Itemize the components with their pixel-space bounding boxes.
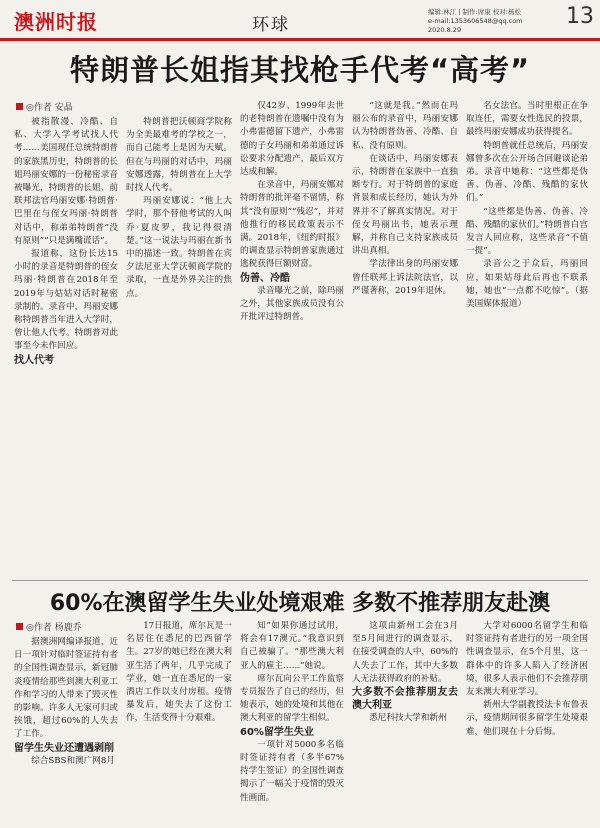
article-divider — [12, 580, 588, 581]
paragraph: 玛丽安娜说：“他上大学时，那个替他考试的人叫乔·夏皮罗，我记得很清楚。”这一说法与玛丽在新书中的描述一致。特朗普在宾夕法尼亚大学沃顿商学院的录取，一直是外界关注的焦点。 — [126, 196, 232, 299]
article2-col-5 — [466, 620, 588, 824]
paragraph: 这项由新州工会在3月至5月间进行的调查显示，在接受调查的人中，60%的人失去了工作，其中大多数人无法获得政府的补贴。 — [352, 621, 458, 684]
article1-col-2 — [126, 116, 232, 576]
article1-byline — [16, 100, 73, 113]
paragraph: 录音曝光之前，除玛丽之外，其他家族成员没有公开批评过特朗普。 — [240, 285, 344, 323]
subhead: 大多数不会推荐朋友去澳大利亚 — [352, 687, 458, 712]
article2-byline — [16, 620, 82, 633]
subhead: 60%留学生失业 — [240, 726, 314, 738]
paragraph: 被指散漫、冷酷、自私、大学入学考试找人代考……美国现任总统特朗普的家族黑历史，特朗普的长姐玛丽安娜的一份秘密录音被曝光，特朗普的长姐、前联邦法官玛丽安娜·特朗普·巴里在与侄女玛丽·特朗普对话中，称弟弟特朗普“没有原则”“只是满嘴谎话”。 — [14, 117, 118, 246]
paragraph: 在录音中，玛丽安娜对特朗普的批评毫不留情，称其“没有原则”“残忍”，并对他推行的移民政策表示不满。2018年，《纽约时报》的调查显示特朗普家族通过逃税获得巨额财富。 — [240, 180, 344, 270]
paragraph: 据澳洲网编译报道，近日一项针对临时签证持有者的全国性调查显示，新冠肺炎疫情给那些到澳大利亚工作和学习的人带来了毁灭性的影响。许多人无家可归或挨饿，超过60%的人失去了工作。 — [14, 637, 118, 740]
paragraph: 名女法官。当时里根正在争取连任，需要女性选民的投票，最终玛丽安娜成功获得提名。 — [466, 101, 588, 138]
page-header — [0, 0, 600, 38]
subhead: 伪善、冷酷 — [240, 272, 290, 284]
article2-headline: 60%在澳留学生失业处境艰难 多数不推荐朋友赴澳 — [49, 591, 551, 616]
email-line: e-mail:1353606548@qq.com — [428, 17, 523, 25]
byline-marker-icon — [16, 623, 23, 630]
paragraph: 知”如果你通过试用，将会有17澳元。”我意识到自己被骗了。“那些澳大利亚人的雇主……”她说。 — [240, 621, 344, 671]
article2-byline-text: ◎作者 杨鹿乔 — [26, 623, 82, 633]
masthead-logo: 澳洲时报 — [14, 10, 98, 34]
paragraph: 悉尼科技大学和新州 — [369, 713, 447, 724]
page-number: 13 — [566, 4, 594, 29]
article1-byline-text: ◎作者 安晶 — [26, 103, 73, 113]
section-label: 环球 — [252, 15, 290, 35]
page-meta — [428, 8, 523, 35]
paragraph: 新州大学副教授法卡布鲁表示，疫情期间很多留学生处境艰难，他们现在十分后悔。 — [466, 700, 588, 737]
paragraph: 特朗普把沃顿商学院称为全美最难考的学校之一，而自己能考上是因为天赋。但在与玛丽的对话中，玛丽安娜透露，特朗普在上大学时找人代考。 — [126, 117, 232, 194]
paragraph: 录音公之于众后，玛丽回应，如果姑母此后再也不联系她，她也“一点都不吃惊”。（据美国媒体报道） — [466, 259, 588, 310]
paragraph: “这些都是伪善、伪善、冷酷、残酷的家伙们。”特朗普白宫发言人回应称，这些录音“不值一提”。 — [466, 206, 588, 257]
article1-col-3 — [240, 100, 344, 576]
byline-marker-icon — [16, 103, 23, 110]
article2-col-1 — [14, 636, 118, 824]
paragraph: “这就是我。”然而在玛丽公布的录音中，玛丽安娜认为特朗普伪善、冷酷、自私、没有原则。 — [352, 101, 458, 151]
article1-col-4 — [352, 100, 458, 576]
paragraph: 17日报道，席尔瓦是一名居住在悉尼的巴西留学生。27岁的她已经在澳大利亚生活了两年，几乎完成了学业，她一直在悉尼的一家酒店工作以支付房租。疫情暴发后，她失去了这份工作，生活变得十分艰难。 — [126, 621, 232, 724]
paragraph: 仅42岁、1999年去世的老特朗普在遗嘱中没有为小弗雷德留下遗产，小弗雷德的子女玛丽和弟弟通过诉讼要求分配遗产，最后双方达成和解。 — [240, 101, 344, 178]
article2-col-3 — [240, 620, 344, 824]
article1-col-5 — [466, 100, 588, 576]
article1-headline: 特朗普长姐指其找枪手代考“高考” — [69, 53, 531, 87]
subhead: 留学生失业还遭遇剥削 — [14, 742, 114, 754]
paragraph: 大学对6000名留学生和临时签证持有者进行的另一项全国性调查显示，在5个月里，这一群体中的许多人陷入了经济困境，很多人表示他们不会推荐朋友来澳大利亚学习。 — [466, 621, 588, 698]
paragraph: 报道称，这份长达15小时的录音是特朗普的侄女玛丽·特朗普在2018年至2019年与姑姑对话时秘密录制的。录音中，玛丽安娜称特朗普当年进入大学时，曾让他人代考。特朗普对此事至今未作回应。 — [14, 249, 118, 352]
paragraph: 一项针对5000多名临时签证持有者（多半67%持学生签证）的全国性调查揭示了一幅关于疫情的毁灭性画面。 — [240, 739, 344, 803]
article1-col-1 — [14, 116, 118, 576]
paragraph: 特朗普就任总统后，玛丽安娜曾多次在公开场合回避谈论弟弟。录音中她称：“这些都是伪善、伪善、冷酷、残酷的家伙们。” — [466, 140, 588, 204]
subhead: 找人代考 — [14, 354, 54, 366]
paragraph: 学法律出身的玛丽安娜曾任联邦上诉法院法官，以严谨著称，2019年退休。 — [352, 259, 458, 296]
header-rule — [0, 38, 600, 41]
paragraph: 席尔瓦向公平工作监察专员报告了自己的经历，但她表示，她的处境和其他在澳大利亚的留学生相似。 — [240, 673, 344, 724]
paragraph: 综合SBS和澳广网8月 — [31, 755, 115, 766]
article2-col-2 — [126, 620, 232, 824]
article2-col-4 — [352, 620, 458, 824]
date-line: 2020.8.29 — [428, 26, 462, 34]
editor-line: 编辑:林江 | 制作:席康 校对:杨松 — [428, 8, 521, 16]
paragraph: 在谈话中，玛丽安娜表示，特朗普在家族中一直独断专行。对于特朗普的家庭背景和成长经历，她认为外界并不了解真实情况。对于侄女玛丽出书，她表示理解，并称自己支持家族成员讲出真相。 — [352, 153, 458, 257]
